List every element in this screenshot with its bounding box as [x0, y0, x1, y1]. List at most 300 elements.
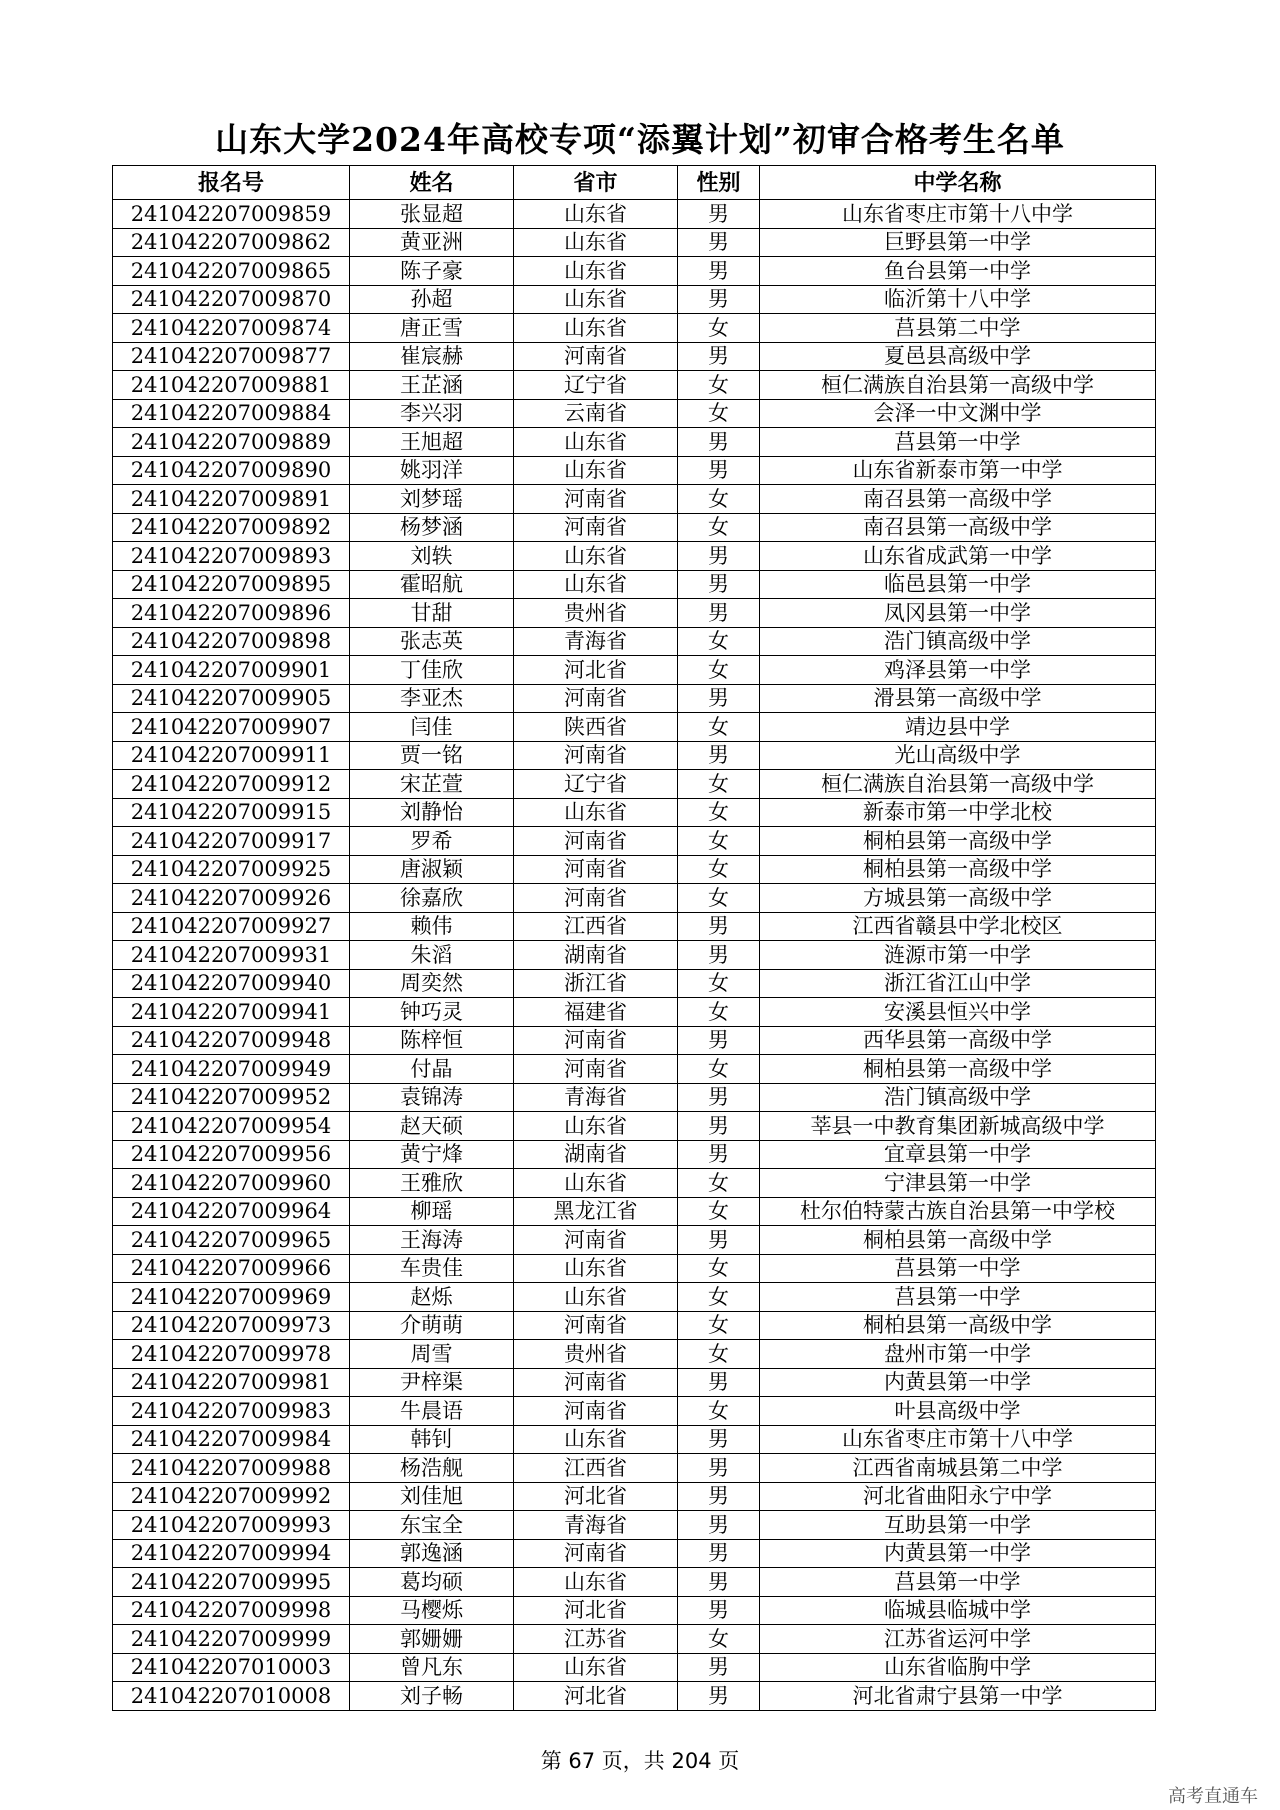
gender-cell: 男 [678, 741, 760, 770]
name-cell: 郭姗姗 [350, 1625, 514, 1654]
gender-cell: 男 [678, 456, 760, 485]
registration-number-cell: 241042207009988 [113, 1454, 350, 1483]
gender-cell: 女 [678, 827, 760, 856]
name-cell: 刘子畅 [350, 1682, 514, 1711]
province-cell: 陕西省 [514, 713, 678, 742]
table-row [113, 998, 1156, 1027]
gender-cell: 男 [678, 684, 760, 713]
province-cell: 河南省 [514, 1311, 678, 1340]
table-row [113, 1425, 1156, 1454]
school-name-cell: 盘州市第一中学 [760, 1340, 1156, 1369]
school-name-cell: 临沂第十八中学 [760, 285, 1156, 314]
table-row [113, 570, 1156, 599]
province-cell: 云南省 [514, 399, 678, 428]
name-cell: 甘甜 [350, 599, 514, 628]
school-name-cell: 新泰市第一中学北校 [760, 798, 1156, 827]
name-cell: 李亚杰 [350, 684, 514, 713]
province-cell: 山东省 [514, 1112, 678, 1141]
gender-cell: 男 [678, 1026, 760, 1055]
school-name-cell: 安溪县恒兴中学 [760, 998, 1156, 1027]
table-row [113, 684, 1156, 713]
province-cell: 青海省 [514, 1511, 678, 1540]
name-cell: 赵天硕 [350, 1112, 514, 1141]
school-name-cell: 浩门镇高级中学 [760, 627, 1156, 656]
registration-number-cell: 241042207009870 [113, 285, 350, 314]
gender-cell: 男 [678, 941, 760, 970]
name-cell: 牛晨语 [350, 1397, 514, 1426]
registration-number-cell: 241042207009949 [113, 1055, 350, 1084]
school-name-cell: 莒县第一中学 [760, 1568, 1156, 1597]
name-cell: 张显超 [350, 200, 514, 229]
table-row [113, 200, 1156, 229]
table-row [113, 1682, 1156, 1711]
name-cell: 黄宁烽 [350, 1140, 514, 1169]
province-cell: 河北省 [514, 1482, 678, 1511]
province-cell: 山东省 [514, 228, 678, 257]
gender-cell: 男 [678, 200, 760, 229]
gender-cell: 男 [678, 570, 760, 599]
name-cell: 孙超 [350, 285, 514, 314]
registration-number-cell: 241042207009965 [113, 1226, 350, 1255]
province-cell: 山东省 [514, 257, 678, 286]
registration-number-cell: 241042207009998 [113, 1596, 350, 1625]
table-row [113, 1596, 1156, 1625]
gender-cell: 女 [678, 713, 760, 742]
province-cell: 贵州省 [514, 599, 678, 628]
province-cell: 河南省 [514, 1055, 678, 1084]
province-cell: 河南省 [514, 342, 678, 371]
gender-cell: 女 [678, 513, 760, 542]
school-name-cell: 桐柏县第一高级中学 [760, 855, 1156, 884]
school-name-cell: 临城县临城中学 [760, 1596, 1156, 1625]
candidate-table [112, 165, 1156, 1711]
school-name-cell: 鱼台县第一中学 [760, 257, 1156, 286]
table-row [113, 399, 1156, 428]
name-cell: 马樱烁 [350, 1596, 514, 1625]
table-row [113, 428, 1156, 457]
school-name-cell: 临邑县第一中学 [760, 570, 1156, 599]
registration-number-cell: 241042207009969 [113, 1283, 350, 1312]
gender-cell: 男 [678, 1454, 760, 1483]
registration-number-cell: 241042207009973 [113, 1311, 350, 1340]
school-name-cell: 宁津县第一中学 [760, 1169, 1156, 1198]
registration-number-cell: 241042207009984 [113, 1425, 350, 1454]
school-name-cell: 浙江省江山中学 [760, 969, 1156, 998]
school-name-cell: 杜尔伯特蒙古族自治县第一中学校 [760, 1197, 1156, 1226]
province-cell: 山东省 [514, 1169, 678, 1198]
table-row [113, 1625, 1156, 1654]
gender-cell: 男 [678, 1083, 760, 1112]
school-name-cell: 江西省南城县第二中学 [760, 1454, 1156, 1483]
page-title: 山东大学2024年高校专项“添翼计划”初审合格考生名单 [215, 120, 1065, 159]
gender-cell: 男 [678, 428, 760, 457]
table-row [113, 1340, 1156, 1369]
school-name-cell: 方城县第一高级中学 [760, 884, 1156, 913]
watermark: 高考直通车 [1168, 1786, 1258, 1807]
table-row [113, 599, 1156, 628]
school-name-cell: 内黄县第一中学 [760, 1368, 1156, 1397]
school-name-cell: 山东省枣庄市第十八中学 [760, 200, 1156, 229]
registration-number-cell: 241042207009993 [113, 1511, 350, 1540]
gender-cell: 女 [678, 399, 760, 428]
table-row [113, 912, 1156, 941]
province-cell: 山东省 [514, 456, 678, 485]
school-name-cell: 桐柏县第一高级中学 [760, 1311, 1156, 1340]
school-name-cell: 河北省肃宁县第一中学 [760, 1682, 1156, 1711]
table-body [113, 200, 1156, 1711]
province-cell: 河南省 [514, 485, 678, 514]
table-row [113, 1197, 1156, 1226]
province-cell: 浙江省 [514, 969, 678, 998]
table-row [113, 513, 1156, 542]
province-cell: 河南省 [514, 1539, 678, 1568]
gender-cell: 女 [678, 969, 760, 998]
school-name-cell: 叶县高级中学 [760, 1397, 1156, 1426]
province-cell: 山东省 [514, 570, 678, 599]
school-name-cell: 会泽一中文渊中学 [760, 399, 1156, 428]
name-cell: 朱滔 [350, 941, 514, 970]
school-name-cell: 南召县第一高级中学 [760, 513, 1156, 542]
name-cell: 钟巧灵 [350, 998, 514, 1027]
gender-cell: 男 [678, 1112, 760, 1141]
header-gender: 性别 [678, 166, 760, 200]
registration-number-cell: 241042207009981 [113, 1368, 350, 1397]
gender-cell: 男 [678, 1226, 760, 1255]
school-name-cell: 山东省成武第一中学 [760, 542, 1156, 571]
gender-cell: 女 [678, 485, 760, 514]
table-row [113, 456, 1156, 485]
name-cell: 柳瑶 [350, 1197, 514, 1226]
name-cell: 唐正雪 [350, 314, 514, 343]
gender-cell: 女 [678, 855, 760, 884]
table-row [113, 1397, 1156, 1426]
school-name-cell: 桓仁满族自治县第一高级中学 [760, 770, 1156, 799]
school-name-cell: 夏邑县高级中学 [760, 342, 1156, 371]
header-province: 省市 [514, 166, 678, 200]
registration-number-cell: 241042207009994 [113, 1539, 350, 1568]
school-name-cell: 南召县第一高级中学 [760, 485, 1156, 514]
table-row [113, 798, 1156, 827]
school-name-cell: 江苏省运河中学 [760, 1625, 1156, 1654]
registration-number-cell: 241042207009964 [113, 1197, 350, 1226]
registration-number-cell: 241042207009927 [113, 912, 350, 941]
registration-number-cell: 241042207009898 [113, 627, 350, 656]
school-name-cell: 桐柏县第一高级中学 [760, 1226, 1156, 1255]
registration-number-cell: 241042207009905 [113, 684, 350, 713]
name-cell: 东宝全 [350, 1511, 514, 1540]
gender-cell: 男 [678, 1425, 760, 1454]
header-registration-number: 报名号 [113, 166, 350, 200]
name-cell: 陈子豪 [350, 257, 514, 286]
province-cell: 山东省 [514, 1653, 678, 1682]
name-cell: 罗希 [350, 827, 514, 856]
province-cell: 山东省 [514, 285, 678, 314]
province-cell: 河南省 [514, 1226, 678, 1255]
gender-cell: 女 [678, 1340, 760, 1369]
province-cell: 山东省 [514, 798, 678, 827]
table-row [113, 713, 1156, 742]
name-cell: 刘梦瑶 [350, 485, 514, 514]
table-row [113, 941, 1156, 970]
gender-cell: 男 [678, 1482, 760, 1511]
school-name-cell: 凤冈县第一中学 [760, 599, 1156, 628]
registration-number-cell: 241042207010008 [113, 1682, 350, 1711]
table-row [113, 1112, 1156, 1141]
province-cell: 山东省 [514, 1568, 678, 1597]
registration-number-cell: 241042207009895 [113, 570, 350, 599]
table-row [113, 285, 1156, 314]
name-cell: 宋芷萱 [350, 770, 514, 799]
province-cell: 江西省 [514, 1454, 678, 1483]
school-name-cell: 莒县第一中学 [760, 428, 1156, 457]
gender-cell: 女 [678, 798, 760, 827]
province-cell: 辽宁省 [514, 371, 678, 400]
province-cell: 福建省 [514, 998, 678, 1027]
gender-cell: 女 [678, 314, 760, 343]
name-cell: 尹梓渠 [350, 1368, 514, 1397]
gender-cell: 男 [678, 1596, 760, 1625]
province-cell: 河南省 [514, 1368, 678, 1397]
registration-number-cell: 241042207009915 [113, 798, 350, 827]
province-cell: 河北省 [514, 1596, 678, 1625]
gender-cell: 男 [678, 599, 760, 628]
registration-number-cell: 241042207009889 [113, 428, 350, 457]
registration-number-cell: 241042207009912 [113, 770, 350, 799]
table-row [113, 228, 1156, 257]
school-name-cell: 山东省枣庄市第十八中学 [760, 1425, 1156, 1454]
registration-number-cell: 241042207009874 [113, 314, 350, 343]
registration-number-cell: 241042207009925 [113, 855, 350, 884]
province-cell: 江苏省 [514, 1625, 678, 1654]
name-cell: 闫佳 [350, 713, 514, 742]
gender-cell: 女 [678, 371, 760, 400]
gender-cell: 男 [678, 1539, 760, 1568]
table-row [113, 1140, 1156, 1169]
province-cell: 河南省 [514, 741, 678, 770]
name-cell: 郭逸涵 [350, 1539, 514, 1568]
school-name-cell: 莒县第一中学 [760, 1283, 1156, 1312]
province-cell: 青海省 [514, 627, 678, 656]
name-cell: 赖伟 [350, 912, 514, 941]
table-row [113, 371, 1156, 400]
gender-cell: 女 [678, 1169, 760, 1198]
gender-cell: 男 [678, 228, 760, 257]
gender-cell: 女 [678, 627, 760, 656]
school-name-cell: 山东省新泰市第一中学 [760, 456, 1156, 485]
registration-number-cell: 241042207009859 [113, 200, 350, 229]
table-row [113, 1055, 1156, 1084]
name-cell: 车贵佳 [350, 1254, 514, 1283]
gender-cell: 女 [678, 998, 760, 1027]
province-cell: 河南省 [514, 855, 678, 884]
table-row [113, 485, 1156, 514]
registration-number-cell: 241042207009892 [113, 513, 350, 542]
registration-number-cell: 241042207009956 [113, 1140, 350, 1169]
table-row [113, 542, 1156, 571]
gender-cell: 女 [678, 770, 760, 799]
school-name-cell: 巨野县第一中学 [760, 228, 1156, 257]
province-cell: 河南省 [514, 1397, 678, 1426]
name-cell: 袁锦涛 [350, 1083, 514, 1112]
school-name-cell: 互助县第一中学 [760, 1511, 1156, 1540]
table-row [113, 257, 1156, 286]
school-name-cell: 江西省赣县中学北校区 [760, 912, 1156, 941]
gender-cell: 女 [678, 656, 760, 685]
table-row [113, 1454, 1156, 1483]
table-row [113, 741, 1156, 770]
registration-number-cell: 241042207009954 [113, 1112, 350, 1141]
province-cell: 河南省 [514, 513, 678, 542]
registration-number-cell: 241042207010003 [113, 1653, 350, 1682]
school-name-cell: 西华县第一高级中学 [760, 1026, 1156, 1055]
table-row [113, 627, 1156, 656]
registration-number-cell: 241042207009983 [113, 1397, 350, 1426]
name-cell: 周奕然 [350, 969, 514, 998]
table-row [113, 1254, 1156, 1283]
name-cell: 徐嘉欣 [350, 884, 514, 913]
school-name-cell: 浩门镇高级中学 [760, 1083, 1156, 1112]
name-cell: 杨浩舰 [350, 1454, 514, 1483]
province-cell: 青海省 [514, 1083, 678, 1112]
gender-cell: 男 [678, 1568, 760, 1597]
name-cell: 刘静怡 [350, 798, 514, 827]
gender-cell: 女 [678, 1311, 760, 1340]
name-cell: 贾一铭 [350, 741, 514, 770]
header-name: 姓名 [350, 166, 514, 200]
province-cell: 山东省 [514, 1283, 678, 1312]
registration-number-cell: 241042207009896 [113, 599, 350, 628]
name-cell: 介萌萌 [350, 1311, 514, 1340]
province-cell: 江西省 [514, 912, 678, 941]
table-row [113, 1083, 1156, 1112]
registration-number-cell: 241042207009881 [113, 371, 350, 400]
name-cell: 丁佳欣 [350, 656, 514, 685]
table-row [113, 342, 1156, 371]
name-cell: 付晶 [350, 1055, 514, 1084]
name-cell: 葛均硕 [350, 1568, 514, 1597]
header-school-name: 中学名称 [760, 166, 1156, 200]
gender-cell: 女 [678, 1625, 760, 1654]
name-cell: 李兴羽 [350, 399, 514, 428]
province-cell: 河北省 [514, 1682, 678, 1711]
registration-number-cell: 241042207009966 [113, 1254, 350, 1283]
gender-cell: 女 [678, 884, 760, 913]
province-cell: 黑龙江省 [514, 1197, 678, 1226]
registration-number-cell: 241042207009893 [113, 542, 350, 571]
gender-cell: 男 [678, 1511, 760, 1540]
name-cell: 赵烁 [350, 1283, 514, 1312]
registration-number-cell: 241042207009999 [113, 1625, 350, 1654]
table-header-row [113, 166, 1156, 200]
gender-cell: 男 [678, 912, 760, 941]
gender-cell: 男 [678, 285, 760, 314]
gender-cell: 男 [678, 1368, 760, 1397]
table-row [113, 1482, 1156, 1511]
name-cell: 黄亚洲 [350, 228, 514, 257]
registration-number-cell: 241042207009890 [113, 456, 350, 485]
province-cell: 河南省 [514, 884, 678, 913]
registration-number-cell: 241042207009907 [113, 713, 350, 742]
school-name-cell: 滑县第一高级中学 [760, 684, 1156, 713]
table-row [113, 656, 1156, 685]
registration-number-cell: 241042207009952 [113, 1083, 350, 1112]
province-cell: 河南省 [514, 684, 678, 713]
name-cell: 崔宸赫 [350, 342, 514, 371]
table-row [113, 770, 1156, 799]
school-name-cell: 河北省曲阳永宁中学 [760, 1482, 1156, 1511]
name-cell: 韩钊 [350, 1425, 514, 1454]
province-cell: 辽宁省 [514, 770, 678, 799]
school-name-cell: 莒县第二中学 [760, 314, 1156, 343]
gender-cell: 男 [678, 257, 760, 286]
name-cell: 王雅欣 [350, 1169, 514, 1198]
name-cell: 王海涛 [350, 1226, 514, 1255]
school-name-cell: 莒县第一中学 [760, 1254, 1156, 1283]
province-cell: 湖南省 [514, 941, 678, 970]
school-name-cell: 山东省临朐中学 [760, 1653, 1156, 1682]
school-name-cell: 桐柏县第一高级中学 [760, 827, 1156, 856]
registration-number-cell: 241042207009940 [113, 969, 350, 998]
name-cell: 曾凡东 [350, 1653, 514, 1682]
province-cell: 山东省 [514, 1254, 678, 1283]
gender-cell: 男 [678, 342, 760, 371]
school-name-cell: 鸡泽县第一中学 [760, 656, 1156, 685]
school-name-cell: 宜章县第一中学 [760, 1140, 1156, 1169]
name-cell: 王旭超 [350, 428, 514, 457]
table-row [113, 969, 1156, 998]
province-cell: 山东省 [514, 542, 678, 571]
table-row [113, 1368, 1156, 1397]
registration-number-cell: 241042207009992 [113, 1482, 350, 1511]
name-cell: 张志英 [350, 627, 514, 656]
gender-cell: 男 [678, 1140, 760, 1169]
table-row [113, 314, 1156, 343]
name-cell: 唐淑颖 [350, 855, 514, 884]
registration-number-cell: 241042207009960 [113, 1169, 350, 1198]
registration-number-cell: 241042207009877 [113, 342, 350, 371]
registration-number-cell: 241042207009978 [113, 1340, 350, 1369]
school-name-cell: 光山高级中学 [760, 741, 1156, 770]
province-cell: 山东省 [514, 428, 678, 457]
province-cell: 贵州省 [514, 1340, 678, 1369]
table-row [113, 1226, 1156, 1255]
name-cell: 杨梦涵 [350, 513, 514, 542]
gender-cell: 女 [678, 1197, 760, 1226]
province-cell: 河南省 [514, 1026, 678, 1055]
table-row [113, 1653, 1156, 1682]
gender-cell: 女 [678, 1055, 760, 1084]
school-name-cell: 桓仁满族自治县第一高级中学 [760, 371, 1156, 400]
province-cell: 山东省 [514, 200, 678, 229]
registration-number-cell: 241042207009917 [113, 827, 350, 856]
name-cell: 陈梓恒 [350, 1026, 514, 1055]
gender-cell: 男 [678, 1682, 760, 1711]
province-cell: 湖南省 [514, 1140, 678, 1169]
registration-number-cell: 241042207009948 [113, 1026, 350, 1055]
school-name-cell: 靖边县中学 [760, 713, 1156, 742]
name-cell: 刘佳旭 [350, 1482, 514, 1511]
registration-number-cell: 241042207009865 [113, 257, 350, 286]
registration-number-cell: 241042207009901 [113, 656, 350, 685]
registration-number-cell: 241042207009995 [113, 1568, 350, 1597]
name-cell: 刘轶 [350, 542, 514, 571]
province-cell: 河南省 [514, 827, 678, 856]
registration-number-cell: 241042207009891 [113, 485, 350, 514]
name-cell: 姚羽洋 [350, 456, 514, 485]
registration-number-cell: 241042207009862 [113, 228, 350, 257]
table-row [113, 1511, 1156, 1540]
gender-cell: 男 [678, 1653, 760, 1682]
